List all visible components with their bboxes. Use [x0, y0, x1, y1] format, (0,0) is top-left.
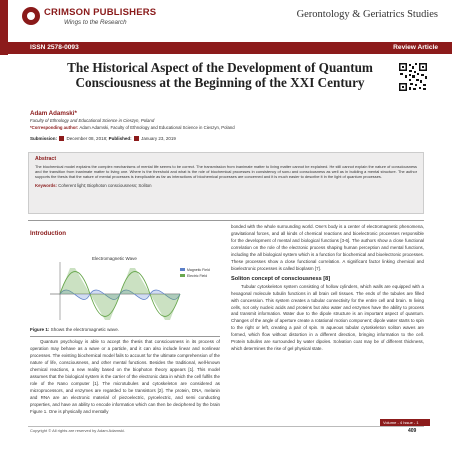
figure-electromagnetic-wave — [30, 254, 220, 324]
legend-electric: Electric Field — [187, 274, 208, 278]
figure-caption — [30, 327, 119, 332]
legend-swatch-magnetic — [180, 268, 185, 271]
published-label: Published: — [108, 136, 132, 141]
electric-field-fill-3 — [120, 268, 150, 294]
qr-code-icon — [398, 62, 428, 92]
electric-field-fill-4 — [150, 294, 180, 320]
intro-paragraph: Quantum psychology is able to accept the thesis that consciousness in its process of operation may behave as a wave or a particle, and it can also include linear and nonlinear processes. The existing biochemical model fails to account for the ultimate comprehension of the nature of life, consciousness, and other mental functions. Besides the traditional, well-known chemical reactions, a new reality based on the biophoton theory appears [1]. This model assumes that the biological system is the carrier of the electronic data in which the cell fulfils the role of the Nano computer [1]. The microtubules and cytoskeleton are considered as microprocessors, and enzymes are regarded to be transistors [2]. The protein, DNA, melanin and RNA are an electronic material of piezoelectric, pyroelectric, and semi conducting properties, and have an ability to encode information which can then be deciphered by the brain Figure 1. One is physically and mentally — [30, 339, 220, 414]
article-type-label: Review Article — [393, 44, 438, 51]
submission-dates — [30, 136, 176, 141]
calendar-icon — [59, 136, 64, 141]
submission-date: December 08, 2018; — [66, 136, 108, 141]
keywords — [35, 183, 417, 188]
legend-swatch-electric — [180, 274, 185, 277]
footer-divider — [28, 426, 424, 427]
corresponding-text: Adam Adamski, Faculty of Ethnology and Educational Science in Cieszyn, Poland — [78, 125, 235, 130]
publisher-logo-icon — [22, 7, 40, 25]
published-date: January 23, 2019 — [141, 136, 176, 141]
right-column — [231, 224, 424, 353]
abstract-text: The biochemical model explains the complex mechanisms of mental life seems to be correct. The transmission from inanimate matter to living matter cannot be explained. He still cannot explain the nature of consciousness and the transition from inanimate matter to living one. Where is the threshold and what is the role of biochemical processes in consistency of sonu and consciousness as well as in building a mental structure. The author supports the thesis that the nature of mental processes is inexplicable as far as interactions of biochemical processes are concerned and it is much easier to describe it in the light of quantum processes. — [35, 164, 417, 180]
figure-divider — [30, 336, 220, 337]
abstract-box — [28, 152, 424, 214]
soliton-heading: Soliton concept of consciousness [8] — [231, 275, 331, 282]
footer-copyright: Copyright © All rights are reserved by Adam Adamski. — [30, 428, 125, 433]
section-divider — [28, 220, 424, 221]
issn-label: ISSN 2578-0093 — [30, 44, 79, 51]
introduction-heading: Introduction — [30, 230, 67, 237]
submission-label: Submission: — [30, 136, 58, 141]
electromagnetic-wave-diagram — [30, 254, 220, 324]
electric-field-fill-2 — [90, 294, 120, 320]
journal-title: Gerontology & Geriatrics Studies — [296, 9, 438, 20]
keywords-label: Keywords: — [35, 182, 57, 188]
footer-volume: Volume - 4 Issue - 1 — [383, 420, 419, 425]
keywords-text: Coherent light; Biophoton consciousness; Soliton — [56, 182, 152, 188]
article-title: The Historical Aspect of the Development of Quantum Consciousness at the Beginning of the XXI Century — [67, 60, 373, 90]
figure-caption-text: Shows the electromagnetic wave. — [49, 327, 120, 332]
publisher-tagline: Wings to the Research — [64, 19, 127, 26]
corresponding-author — [30, 125, 235, 130]
figure-caption-label: Figure 1: — [30, 327, 50, 332]
publisher-name: CRIMSON PUBLISHERS — [44, 7, 157, 18]
calendar-icon — [134, 136, 139, 141]
publisher-logo[interactable] — [22, 5, 157, 41]
affiliation: Faculty of Ethnology and Educational Science in Cieszyn, Poland — [30, 118, 155, 123]
corresponding-label: *Corresponding author: — [30, 125, 79, 130]
author-line: Adam Adamski* — [30, 110, 77, 117]
right-paragraph-1: bonded with the whole surrounding world. One's body is a center of electromagnetic phenomena, gravitational forces, and all kinds of chemical reactions and bioelectronic processes responsible for the development of mental and biological functions [3-6]. The authors show a close functional correlation on the role of the electronic process shaping human perception and mental functions, including the all biological system which is a function for biochemical and bioelectronic processes. These processes show a close functional correlation. A significant factor linking chemical and bioelectronic processes is called bioplasm [7]. — [231, 224, 424, 271]
abstract-heading: Abstract — [35, 156, 57, 162]
page-header — [0, 0, 452, 55]
page-number: 409 — [408, 428, 417, 434]
right-paragraph-2: Tubular cytoskeleton system consisting of hollow cylinders, which walls are equipped with a hexagonal molecule tubulin functions in all brain cell tissues. The ends of the tubules are filled with concession. This system creates a tubular connectivity for the entire cell and brain. In living cells, not only nucleic acids and proteins but also water and enzymes have the ability to process and transmit information. Water due to the dipole structure is an important aspect of quantum. Changes of the angle of aperture create a rotational motion component; dipole water starts to spin to the right or left, creating a pair of spin. In aqueous tubular cytoskeleton soliton waves are formed, which flow without distortion in a different direction, bringing information to the cell. Protein tubulins are surrounded by water dipoles. Solvation coat may be of different thickness, which determines the rise of gel physical state. — [231, 283, 424, 352]
electric-field-fill-1 — [60, 268, 90, 294]
qr-code-graphic — [398, 62, 428, 92]
figure-title: Electromagnetic Wave — [92, 256, 137, 261]
legend-magnetic: Magnetic Field — [187, 268, 210, 272]
